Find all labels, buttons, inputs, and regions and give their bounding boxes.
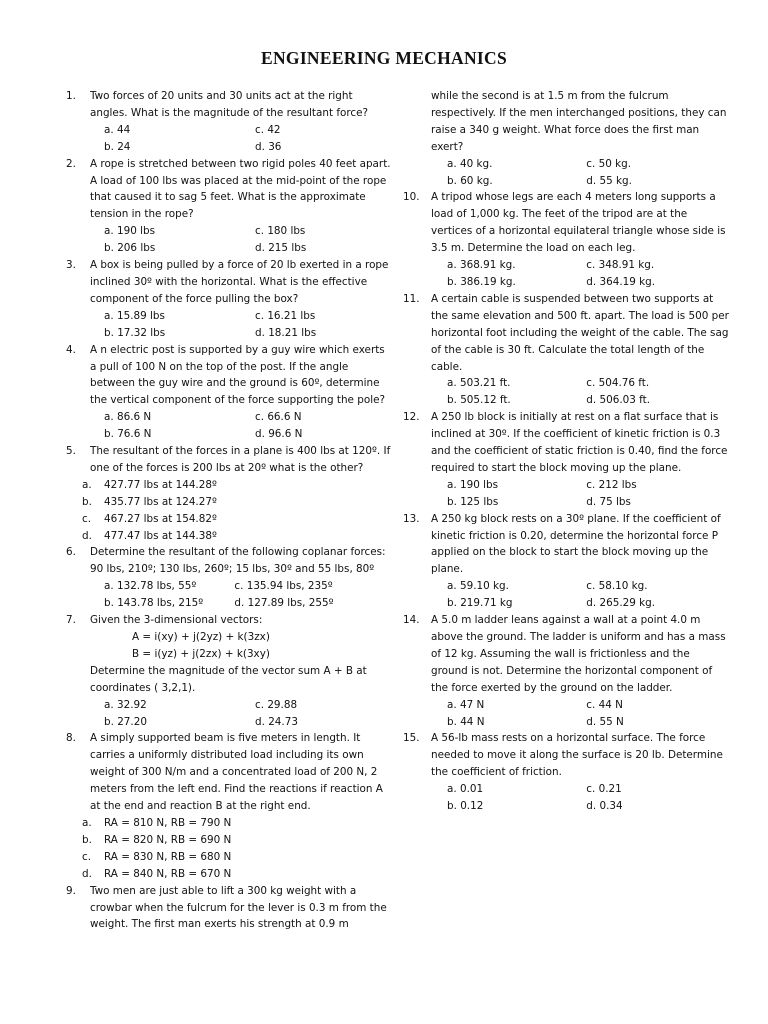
question-text-continued: Determine the magnitude of the vector sum A + B at coordinates ( 3,2,1). (90, 664, 367, 694)
choice-b: b. 60 kg. (447, 174, 493, 187)
question-12 (403, 409, 729, 477)
question-15 (403, 730, 729, 781)
right-column (403, 88, 729, 815)
left-column (62, 88, 392, 933)
choice-a: a. RA = 810 N, RB = 790 N (82, 816, 232, 829)
question-number: 14. (403, 614, 420, 627)
choice-b: b. 27.20 (104, 715, 147, 728)
choice-a: a. 368.91 kg. (447, 259, 516, 272)
choices (403, 697, 729, 731)
question-13 (403, 511, 729, 579)
choice-d: d. 96.6 N (255, 428, 303, 441)
question-3 (62, 257, 392, 308)
choice-a: a. 40 kg. (447, 157, 493, 170)
choices (403, 477, 729, 511)
question-number: 13. (403, 512, 420, 525)
choice-b: b. 17.32 lbs (104, 326, 166, 339)
question-10 (403, 189, 729, 257)
choice-d: d. 55 kg. (586, 174, 632, 187)
choices (62, 477, 392, 545)
question-2 (62, 156, 392, 224)
question-number: 5. (66, 445, 76, 458)
question-number: 11. (403, 292, 420, 305)
choice-c: c. 29.88 (255, 698, 298, 711)
choice-b: b. 435.77 lbs at 124.27º (82, 495, 217, 508)
choice-b: b. 505.12 ft. (447, 394, 511, 407)
choices (62, 122, 392, 156)
choice-c: c. 348.91 kg. (586, 259, 655, 272)
choices (62, 578, 392, 612)
question-text: A box is being pulled by a force of 20 lb exerted in a rope inclined 30º with the horizontal. What is the effective component of the force pulling the box? (90, 259, 389, 305)
choices (62, 308, 392, 342)
choice-c: c. 180 lbs (255, 225, 306, 238)
question-7 (62, 612, 392, 697)
choice-c: c. 58.10 kg. (586, 580, 648, 593)
choices (62, 409, 392, 443)
question-1 (62, 88, 392, 122)
question-text: Two men are just able to lift a 300 kg weight with a crowbar when the fulcrum for the lever is 0.3 m from the weight. The first man exerts his strength at 0.9 m (90, 884, 387, 931)
choice-a: a. 190 lbs (104, 225, 156, 238)
question-number: 3. (66, 259, 76, 272)
choice-a: a. 427.77 lbs at 144.28º (82, 478, 217, 491)
question-number: 8. (66, 732, 76, 745)
choice-d: d. 506.03 ft. (586, 394, 651, 407)
choices (403, 781, 729, 815)
question-number: 6. (66, 546, 76, 559)
question-text: Two forces of 20 units and 30 units act at the right angles. What is the magnitude of the resultant force? (90, 90, 368, 119)
choices (62, 815, 392, 883)
question-number: 15. (403, 732, 420, 745)
choice-c: c. 44 N (586, 698, 623, 711)
question-number: 1. (66, 90, 76, 102)
question-text: A rope is stretched between two rigid poles 40 feet apart. A load of 100 lbs was placed at the mid-point of the rope that caused it to sag 5 feet. What is the approximate tension in the rope? (90, 157, 391, 221)
choice-d: d. 24.73 (255, 715, 298, 728)
choice-c: c. 50 kg. (586, 157, 632, 170)
choice-b: b. RA = 820 N, RB = 690 N (82, 833, 232, 846)
choice-a: a. 15.89 lbs (104, 309, 165, 322)
choices (62, 697, 392, 731)
question-5 (62, 443, 392, 477)
choice-d: d. 55 N (586, 715, 624, 728)
choice-d: d. 265.29 kg. (586, 597, 656, 610)
choice-d: d. 36 (255, 140, 282, 153)
choice-d: d. 18.21 lbs (255, 326, 317, 339)
choice-d: d. 0.34 (586, 800, 623, 813)
question-9-continued (403, 88, 729, 156)
question-number: 12. (403, 411, 420, 424)
choice-d: d. 364.19 kg. (586, 275, 656, 288)
choice-a: a. 44 (104, 123, 131, 136)
choice-b: b. 44 N (447, 715, 485, 728)
choice-b: b. 76.6 N (104, 428, 152, 441)
choice-a: a. 0.01 (447, 783, 484, 796)
choice-c: c. 66.6 N (255, 411, 302, 424)
question-14 (403, 612, 729, 697)
choice-a: a. 190 lbs (447, 478, 499, 491)
choice-a: a. 132.78 lbs, 55º (104, 580, 197, 593)
choice-b: b. 219.71 kg (447, 597, 513, 610)
choice-d: d. RA = 840 N, RB = 670 N (82, 867, 232, 880)
choice-d: d. 127.89 lbs, 255º (234, 597, 334, 610)
question-number: 7. (66, 614, 76, 627)
choice-b: b. 24 (104, 140, 131, 153)
choices (403, 156, 729, 190)
choice-d: d. 215 lbs (255, 242, 307, 255)
choice-c: c. 0.21 (586, 783, 622, 796)
question-11 (403, 291, 729, 376)
choice-a: a. 59.10 kg. (447, 580, 509, 593)
choices (403, 257, 729, 291)
choices (62, 223, 392, 257)
choice-c: c. 504.76 ft. (586, 377, 650, 390)
choice-c: c. 135.94 lbs, 235º (234, 580, 333, 593)
question-text: A tripod whose legs are each 4 meters long supports a load of 1,000 kg. The feet of the tripod are at the vertices of a horizontal equilateral triangle whose side is 3.5 m. Determine the load on each leg. (431, 191, 726, 255)
question-text: while the second is at 1.5 m from the fulcrum respectively. If the men interchanged positions, they can raise a 340 g weight. What force does the first man exert? (431, 90, 727, 153)
choice-b: b. 143.78 lbs, 215º (104, 597, 204, 610)
question-text: A n electric post is supported by a guy wire which exerts a pull of 100 N on the top of the post. If the angle between the guy wire and the ground is 60º, determine the vertical component of the force supporting the pole? (90, 343, 385, 407)
choice-b: b. 386.19 kg. (447, 275, 516, 288)
choice-a: a. 86.6 N (104, 411, 152, 424)
choice-b: b. 0.12 (447, 800, 484, 813)
question-text: A 56-lb mass rests on a horizontal surface. The force needed to move it along the surface is 20 lb. Determine the coefficient of friction. (431, 732, 723, 779)
question-8 (62, 730, 392, 815)
question-number: 10. (403, 191, 420, 204)
question-text: A 250 lb block is initially at rest on a flat surface that is inclined at 30º. If the coefficient of kinetic friction is 0.3 and the coefficient of static friction is 0.40, find the force required to start the block moving up the plane. (431, 411, 728, 474)
question-number: 4. (66, 343, 76, 356)
question-text: A 5.0 m ladder leans against a wall at a point 4.0 m above the ground. The ladder is uniform and has a mass of 12 kg. Assuming the wall is frictionless and the ground is not. Determine the horizontal component of the force exerted by the ground on the ladder. (431, 614, 726, 694)
vector-b-formula: B = i(yz) + j(2zx) + k(3xy) (132, 647, 270, 660)
choice-d: d. 477.47 lbs at 144.38º (82, 529, 217, 542)
choice-c: c. 42 (255, 123, 281, 136)
question-6 (62, 544, 392, 578)
choice-a: a. 47 N (447, 698, 485, 711)
choice-b: b. 206 lbs (104, 242, 156, 255)
choices (403, 375, 729, 409)
question-number: 9. (66, 884, 76, 897)
choice-b: b. 125 lbs (447, 495, 499, 508)
question-text: A simply supported beam is five meters in length. It carries a uniformly distributed load including its own weight of 300 N/m and a concentrated load of 200 N, 2 meters from the left end. Find the reactions if reaction A at the end and reaction B at the right end. (90, 732, 383, 813)
choice-c: c. 212 lbs (586, 478, 637, 491)
question-text: The resultant of the forces in a plane is 400 lbs at 120º. If one of the forces is 200 lbs at 20º what is the other? (90, 445, 391, 474)
choice-d: d. 75 lbs (586, 495, 631, 508)
choices (403, 578, 729, 612)
vector-a-formula: A = i(xy) + j(2yz) + k(3zx) (132, 631, 270, 643)
question-text: A certain cable is suspended between two supports at the same elevation and 500 ft. apart. The load is 500 per horizontal foot including the weight of the cable. The sag of the cable is 30 ft. Calculate the total length of the cable. (431, 292, 729, 373)
question-4 (62, 342, 392, 410)
question-text: A 250 kg block rests on a 30º plane. If the coefficient of kinetic friction is 0.20, determine the horizontal force P applied on the block to start the block moving up the plane. (431, 512, 721, 576)
question-text: Given the 3-dimensional vectors: (90, 614, 263, 627)
choice-a: a. 503.21 ft. (447, 377, 511, 390)
page-title: ENGINEERING MECHANICS (261, 48, 507, 68)
choice-a: a. 32.92 (104, 698, 147, 711)
choice-c: c. RA = 830 N, RB = 680 N (82, 850, 232, 863)
choice-c: c. 467.27 lbs at 154.82º (82, 512, 217, 525)
choice-c: c. 16.21 lbs (255, 309, 316, 322)
question-9 (62, 883, 392, 934)
question-text: Determine the resultant of the following coplanar forces: 90 lbs, 210º; 130 lbs, 260º; 15 lbs, 30º and 55 lbs, 80º (90, 546, 386, 576)
question-number: 2. (66, 157, 76, 170)
